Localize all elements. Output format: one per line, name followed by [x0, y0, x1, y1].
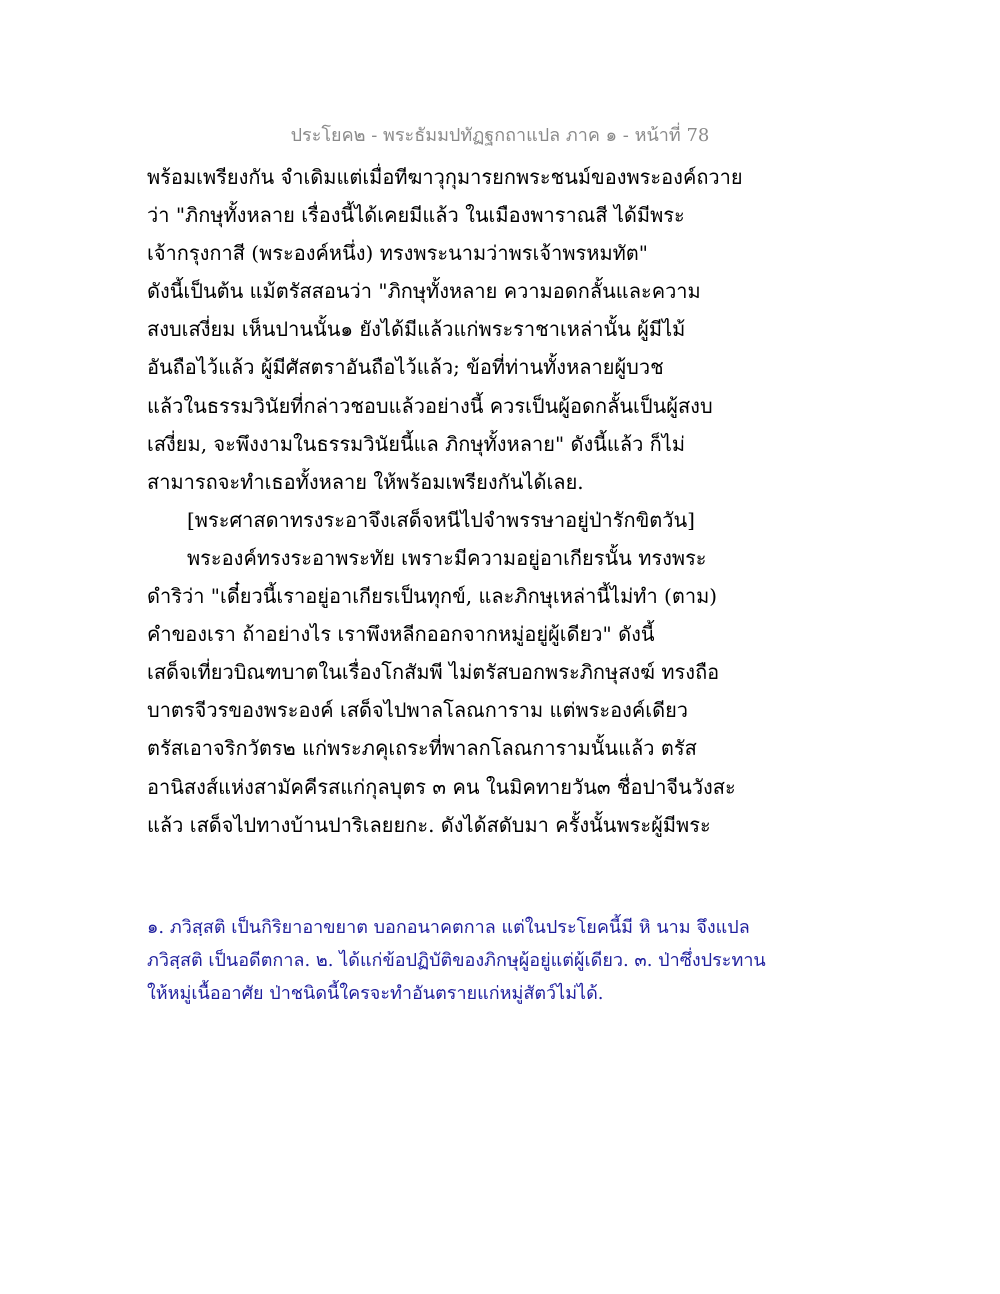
footnote-line: ๑. ภวิสฺสติ เป็นกิริยาอาขยาต บอกอนาคตกาล แต่ในประโยคนี้มี หิ นาม จึงแปล [147, 917, 750, 938]
body-line: เสงี่ยม, จะพึงงามในธรรมวินัยนี้แล ภิกษุทั้งหลาย" ดังนี้แล้ว ก็ไม่ [147, 431, 686, 456]
body-line: ดังนี้เป็นต้น แม้ตรัสสอนว่า "ภิกษุทั้งหลาย ความอดกลั้นและความ [147, 279, 701, 304]
body-line: บาตรจีวรของพระองค์ เสด็จไปพาลโลณการาม แต่พระองค์เดียว [147, 698, 689, 723]
body-line: อานิสงส์แห่งสามัคคีรสแก่กุลบุตร ๓ คน ในมิคทายวัน๓ ชื่อปาจีนวังสะ [147, 774, 736, 799]
body-line: ตรัสเอาจริกวัตร๒ แก่พระภคุเถระที่พาลกโลณการามนั้นแล้ว ตรัส [147, 736, 697, 761]
body-line: อันถือไว้แล้ว ผู้มีศัสตราอันถือไว้แล้ว; ข้อที่ท่านทั้งหลายผู้บวช [147, 355, 664, 380]
body-line: พระองค์ทรงระอาพระทัย เพราะมีความอยู่อาเกียรนั้น ทรงพระ [187, 545, 707, 570]
body-line: เสด็จเที่ยวบิณฑบาตในเรื่องโกสัมพี ไม่ตรัสบอกพระภิกษุสงฆ์ ทรงถือ [147, 660, 720, 685]
footnote-line: ภวิสฺสติ เป็นอดีตกาล. ๒. ได้แก่ข้อปฏิบัติของภิกษุผู้อยู่แต่ผู้เดียว. ๓. ป่าซึ่งประทาน [147, 950, 766, 971]
body-line: พร้อมเพรียงกัน จำเดิมแต่เมื่อทีฆาวุกุมารยกพระชนม์ของพระองค์ถวาย [147, 165, 743, 189]
footnote-line: ให้หมู่เนื้ออาศัย ป่าชนิดนี้ใครจะทำอันตรายแก่หมู่สัตว์ไม่ได้. [147, 983, 604, 1004]
body-line: สามารถจะทำเธอทั้งหลาย ให้พร้อมเพรียงกันได้เลย. [147, 469, 584, 494]
body-text [147, 158, 747, 844]
body-line: สงบเสงี่ยม เห็นปานนั้น๑ ยังได้มีแล้วแก่พระราชาเหล่านั้น ผู้มีไม้ [147, 317, 686, 342]
body-line: คำของเรา ถ้าอย่างไร เราพึงหลีกออกจากหมู่อยู่ผู้เดียว" ดังนี้ [147, 622, 655, 647]
body-line: ว่า "ภิกษุทั้งหลาย เรื่องนี้ได้เคยมีแล้ว ในเมืองพาราณสี ได้มีพระ [147, 203, 685, 228]
body-line: ดำริว่า "เดี๋ยวนี้เราอยู่อาเกียรเป็นทุกข์, และภิกษุเหล่านี้ไม่ทำ (ตาม) [147, 584, 718, 609]
section-heading: [พระศาสดาทรงระอาจึงเสด็จหนีไปจำพรรษาอยู่ป่ารักขิตวัน] [187, 507, 695, 532]
body-line: แล้ว เสด็จไปทางบ้านปาริเลยยกะ. ดังได้สดับมา ครั้งนั้นพระผู้มีพระ [147, 812, 711, 837]
running-head: ประโยค๒ - พระธัมมปทัฏฐกถาแปล ภาค ๑ - หน้าที่ 78 [290, 125, 710, 146]
body-line: แล้วในธรรมวินัยที่กล่าวชอบแล้วอย่างนี้ ควรเป็นผู้อดกลั้นเป็นผู้สงบ [147, 393, 713, 418]
footnotes [147, 911, 787, 1010]
body-line: เจ้ากรุงกาสี (พระองค์หนึ่ง) ทรงพระนามว่าพรเจ้าพรหมทัต" [147, 241, 648, 266]
